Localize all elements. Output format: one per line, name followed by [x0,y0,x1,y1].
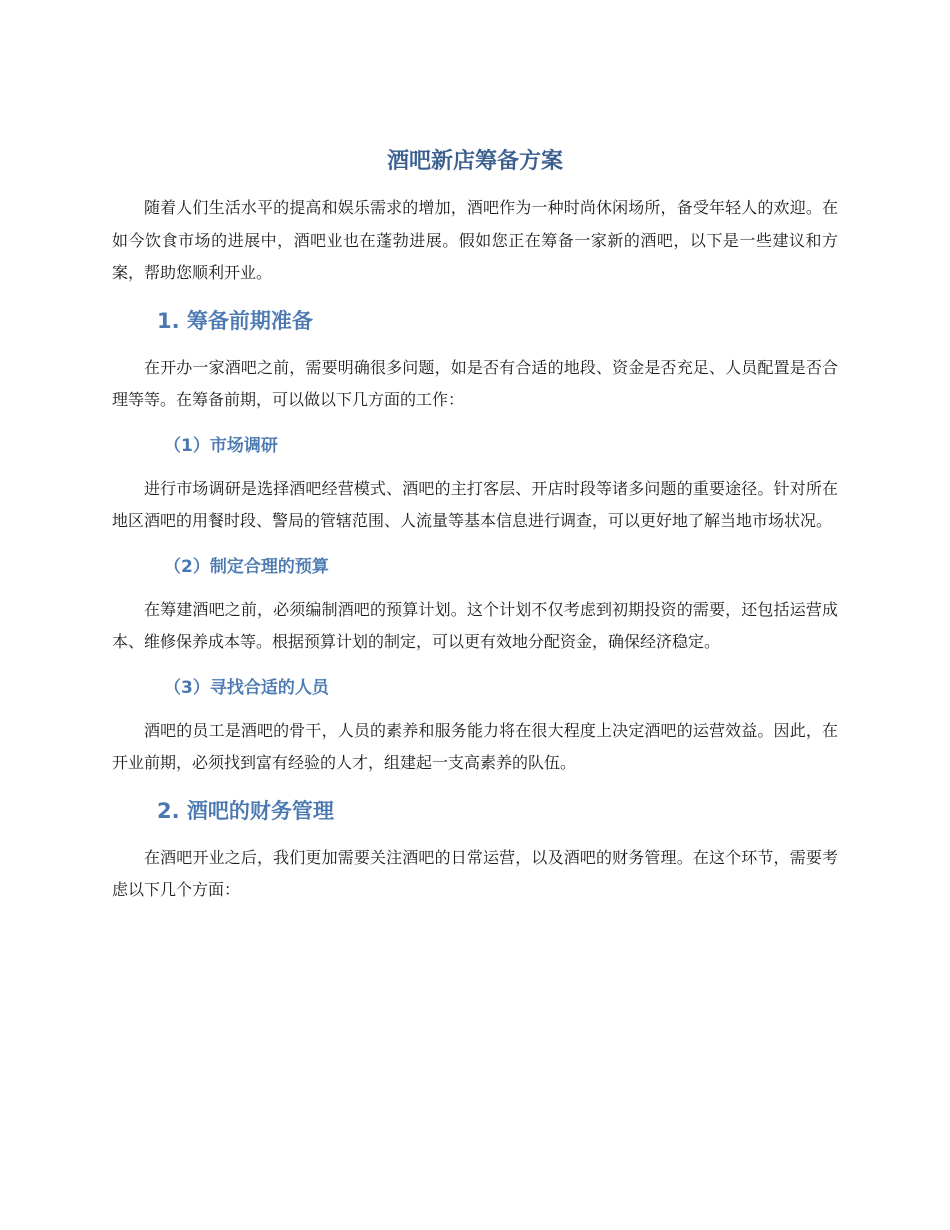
subsection-2-paragraph: 在筹建酒吧之前，必须编制酒吧的预算计划。这个计划不仅考虑到初期投资的需要，还包括运营成本、维修保养成本等。根据预算计划的制定，可以更有效地分配资金，确保经济稳定。 [112,599,838,651]
section-2-paragraph: 在酒吧开业之后，我们更加需要关注酒吧的日常运营，以及酒吧的财务管理。在这个环节，需要考虑以下几个方面： [112,847,838,899]
intro-paragraph: 随着人们生活水平的提高和娱乐需求的增加，酒吧作为一种时尚休闲场所，备受年轻人的欢迎。在如今饮食市场的进展中，酒吧业也在蓬勃进展。假如您正在筹备一家新的酒吧，以下是一些建议和方案，帮助您顺利开业。 [112,198,838,282]
subsection-3-paragraph: 酒吧的员工是酒吧的骨干，人员的素养和服务能力将在很大程度上决定酒吧的运营效益。因此，在开业前期，必须找到富有经验的人才，组建起一支高素养的队伍。 [112,720,838,772]
subsection-3-heading: （3）寻找合适的人员 [164,677,329,698]
section-1-paragraph: 在开办一家酒吧之前，需要明确很多问题，如是否有合适的地段、资金是否充足、人员配置是否合理等等。在筹备前期，可以做以下几方面的工作： [112,357,838,409]
document-page [112,140,838,907]
subsection-1-paragraph: 进行市场调研是选择酒吧经营模式、酒吧的主打客层、开店时段等诸多问题的重要途径。针对所在地区酒吧的用餐时段、警局的管辖范围、人流量等基本信息进行调查，可以更好地了解当地市场状况。 [112,478,838,530]
subsection-1-heading: （1）市场调研 [164,435,278,456]
section-2-heading: 2. 酒吧的财务管理 [157,798,334,823]
subsection-2-heading: （2）制定合理的预算 [164,556,329,577]
section-1-heading: 1. 筹备前期准备 [157,308,313,333]
document-title: 酒吧新店筹备方案 [386,149,563,174]
